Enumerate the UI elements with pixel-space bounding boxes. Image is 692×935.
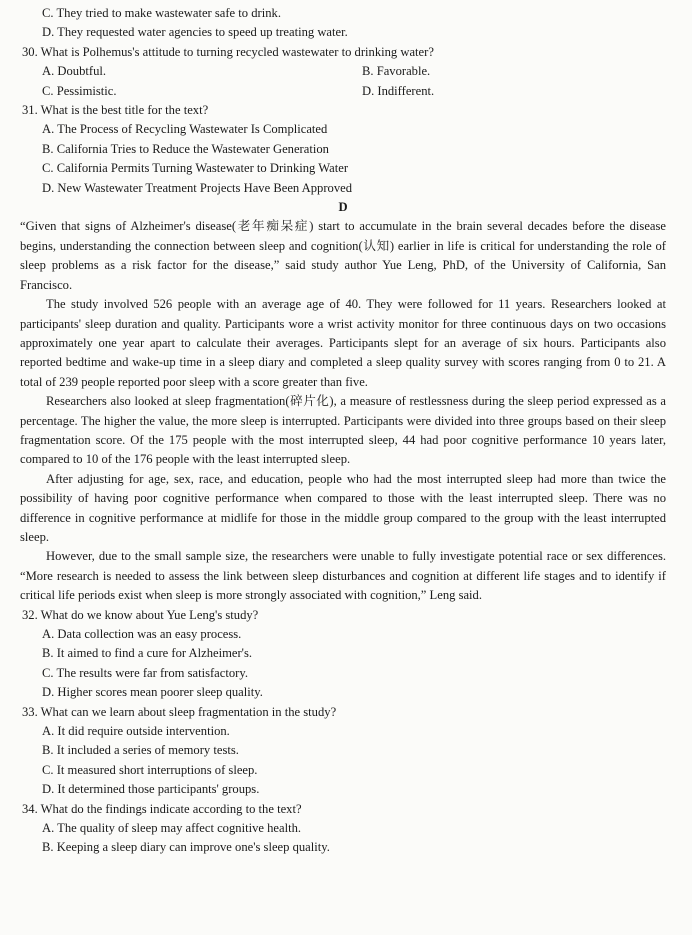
q31-option-a: A. The Process of Recycling Wastewater Is Complicated [42, 122, 328, 137]
q31-option-b: B. California Tries to Reduce the Wastewater Generation [42, 141, 329, 156]
passage-paragraph-4: After adjusting for age, sex, race, and education, people who had the most interrupted sleep had more than twice the possibility of having poor cognitive performance when compared to those with the least interrupted sleep. There was no difference in cognitive performance at midlife for those in the middle group compared to the group with the least interrupted sleep. [20, 471, 666, 544]
q34-stem: 34. What do the findings indicate according to the text? [22, 801, 302, 816]
q31-option-d: D. New Wastewater Treatment Projects Have Been Approved [42, 180, 353, 195]
q33-option-a: A. It did require outside intervention. [42, 724, 230, 739]
q34-option-b: B. Keeping a sleep diary can improve one's sleep quality. [42, 840, 330, 855]
q30-option-b: B. Favorable. [362, 64, 431, 79]
q30-option-c: C. Pessimistic. [42, 83, 117, 98]
q29-option-c: C. They tried to make wastewater safe to drink. [42, 6, 281, 20]
q33-option-c: C. It measured short interruptions of sleep. [42, 762, 258, 777]
q33-stem: 33. What can we learn about sleep fragmentation in the study? [22, 704, 337, 719]
q30-options-row2 [20, 82, 666, 101]
q30-option-a: A. Doubtful. [42, 64, 107, 79]
q29-option-d: D. They requested water agencies to speed up treating water. [42, 25, 348, 40]
q30-option-d: D. Indifferent. [362, 83, 435, 98]
passage-paragraph-1: “Given that signs of Alzheimer's disease(老年痴呆症) start to accumulate in the brain several decades before the disease begins, understanding the connection between sleep and cognition(认知) earlier in life is critical for understanding the role of sleep problems as a risk factor for the disease,” said study author Yue Leng, PhD, of the University of California, San Francisco. [20, 219, 666, 292]
passage-paragraph-2: The study involved 526 people with an average age of 40. They were followed for 11 years. Researchers looked at participants' sleep duration and quality. Participants wore a wrist activity monitor for three continuous days on two occasions approximately one year apart to calculate their averages. Participants slept for an average of six hours. Participants also reported bedtime and wake-up time in a sleep diary and completed a sleep quality survey with scores ranging from 0 to 21. A total of 239 people reported poor sleep with a score greater than five. [20, 297, 666, 389]
passage-d [20, 217, 666, 605]
q30-options-row1 [20, 62, 666, 81]
passage-paragraph-5: However, due to the small sample size, the researchers were unable to fully investigate potential race or sex differences. “More research is needed to assess the link between sleep disturbances and cognition at different life stages and to identify if critical life periods exist when sleep is more strongly associated with cognition,” Leng said. [20, 549, 666, 603]
q32-option-b: B. It aimed to find a cure for Alzheimer's. [42, 646, 252, 661]
q33-option-b: B. It included a series of memory tests. [42, 743, 239, 758]
q32-option-a: A. Data collection was an easy process. [42, 627, 242, 641]
passage-paragraph-3: Researchers also looked at sleep fragmentation(碎片化), a measure of restlessness during the sleep period expressed as a percentage. The higher the value, the more sleep is interrupted. Participants were divided into three groups based on their sleep fragmentation score. Of the 175 people with the most interrupted sleep, 44 had poor cognitive performance 10 years later, compared to 10 of the 176 people with the least interrupted sleep. [20, 394, 666, 467]
q33-option-d: D. It determined those participants' groups. [42, 782, 260, 797]
q32-option-d: D. Higher scores mean poorer sleep quality. [42, 685, 263, 700]
q34-option-a: A. The quality of sleep may affect cognitive health. [42, 821, 302, 836]
q31-option-c: C. California Permits Turning Wastewater to Drinking Water [42, 161, 349, 176]
section-d-heading: D [338, 200, 348, 215]
q31-stem: 31. What is the best title for the text? [22, 103, 209, 118]
q32-stem: 32. What do we know about Yue Leng's study? [22, 607, 259, 622]
q32-option-c: C. The results were far from satisfactory. [42, 665, 248, 680]
q30-stem: 30. What is Polhemus's attitude to turning recycled wastewater to drinking water? [22, 44, 434, 59]
